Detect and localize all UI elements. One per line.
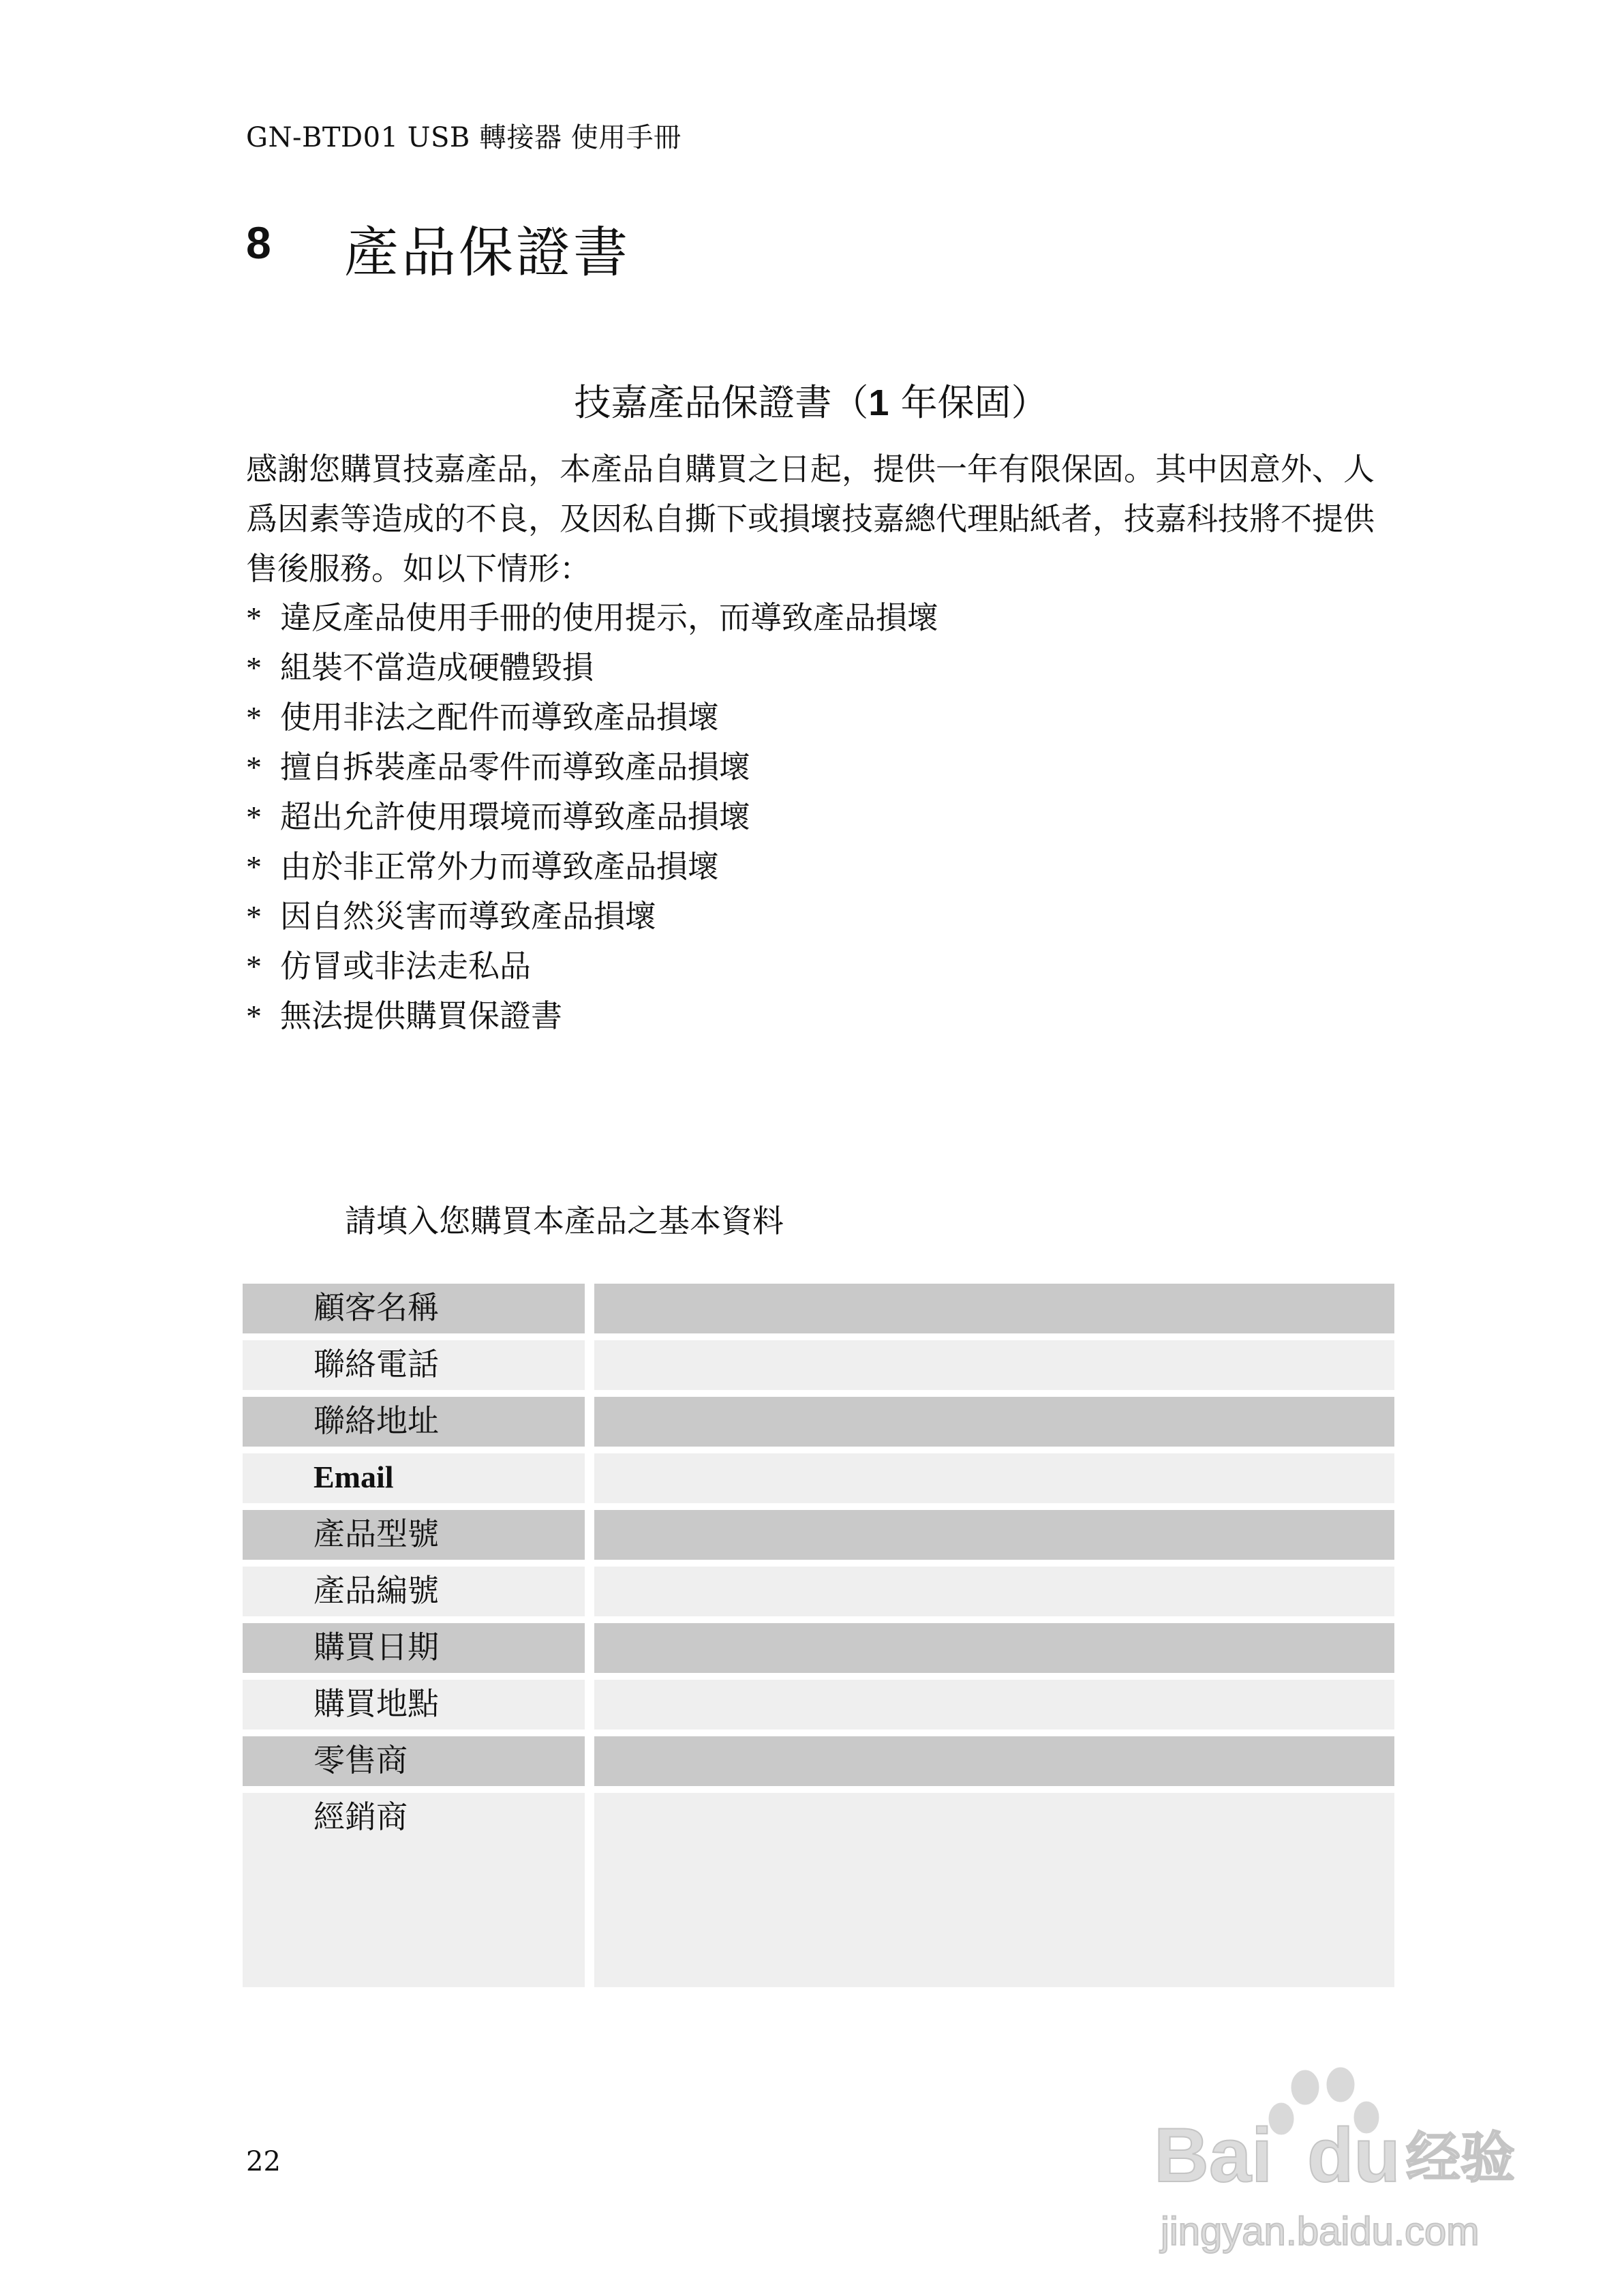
warranty-intro: 感謝您購買技嘉產品，本產品自購買之日起，提供一年有限保固。其中因意外、人爲因素等造成的不良，及因私自撕下或損壞技嘉總代理貼紙者，技嘉科技將不提供售後服務。如以下情形： (246, 451, 1375, 587)
exclusion-text: 違反產品使用手冊的使用提示，而導致產品損壞 (280, 599, 938, 636)
bullet-marker: * (246, 899, 262, 934)
watermark-url: jingyan.baidu.com (1161, 2209, 1480, 2254)
exclusion-item (246, 693, 938, 742)
bullet-marker: * (246, 601, 262, 635)
phone-field[interactable] (594, 1340, 1394, 1390)
field-label: 購買地點 (243, 1680, 585, 1729)
purchase-date-field[interactable] (594, 1623, 1394, 1673)
field-label: 經銷商 (243, 1793, 585, 1987)
bullet-marker: * (246, 750, 262, 785)
exclusion-item (246, 842, 938, 892)
form-instruction: 請填入您購買本產品之基本資料 (345, 1203, 784, 1239)
bullet-marker: * (246, 800, 262, 834)
watermark-tag: 经验 (1406, 2126, 1515, 2190)
model-field[interactable] (594, 1510, 1394, 1560)
exclusion-text: 超出允許使用環境而導致產品損壞 (280, 798, 750, 835)
form-row-purchase-place (243, 1680, 1394, 1729)
form-row-retailer (243, 1736, 1394, 1786)
warranty-title-prefix: 技嘉產品保證書（ (574, 381, 869, 424)
form-row-distributor (243, 1793, 1394, 1987)
watermark-brand: Bai (1154, 2113, 1273, 2198)
form-row-customer-name (243, 1284, 1394, 1333)
bullet-marker: * (246, 999, 262, 1033)
bullet-marker: * (246, 700, 262, 735)
chapter-number: 8 (246, 217, 271, 268)
form-row-email (243, 1453, 1394, 1503)
customer-info-form (243, 1284, 1394, 1987)
exclusion-item (246, 892, 938, 941)
exclusion-item (246, 593, 938, 643)
form-row-serial (243, 1567, 1394, 1616)
form-row-address (243, 1397, 1394, 1447)
warranty-title (0, 374, 1622, 426)
bullet-marker: * (246, 949, 262, 984)
exclusion-text: 組裝不當造成硬體毀損 (280, 649, 594, 686)
email-field[interactable] (594, 1453, 1394, 1503)
exclusion-text: 仿冒或非法走私品 (280, 948, 531, 984)
exclusion-text: 因自然災害而導致產品損壞 (280, 898, 656, 935)
form-row-phone (243, 1340, 1394, 1390)
watermark-brand-du: du (1307, 2113, 1401, 2198)
chapter-title: 產品保證書 (344, 221, 630, 284)
customer-name-field[interactable] (594, 1284, 1394, 1333)
warranty-title-year: 1 (868, 382, 889, 423)
exclusion-item (246, 742, 938, 792)
exclusion-text: 使用非法之配件而導致產品損壞 (280, 699, 719, 736)
exclusion-text: 由於非正常外力而導致產品損壞 (280, 848, 719, 885)
exclusion-item (246, 941, 938, 991)
exclusion-item (246, 991, 938, 1041)
address-field[interactable] (594, 1397, 1394, 1447)
form-row-purchase-date (243, 1623, 1394, 1673)
page-number: 22 (246, 2146, 281, 2177)
distributor-field[interactable] (594, 1793, 1394, 1987)
field-label: 產品編號 (243, 1567, 585, 1616)
serial-field[interactable] (594, 1567, 1394, 1616)
field-label: 聯絡地址 (243, 1397, 585, 1447)
purchase-place-field[interactable] (594, 1680, 1394, 1729)
field-label: 顧客名稱 (243, 1284, 585, 1333)
exclusion-list (246, 593, 938, 1041)
bullet-marker: * (246, 849, 262, 884)
retailer-field[interactable] (594, 1736, 1394, 1786)
field-label: Email (243, 1453, 585, 1503)
bullet-marker: * (246, 650, 262, 685)
warranty-title-suffix: 年保固） (889, 381, 1048, 424)
form-row-model (243, 1510, 1394, 1560)
field-label: 零售商 (243, 1736, 585, 1786)
field-label: 產品型號 (243, 1510, 585, 1560)
baidu-jingyan-watermark (1147, 2064, 1529, 2262)
exclusion-text: 擅自拆裝產品零件而導致產品損壞 (280, 749, 750, 785)
field-label: 聯絡電話 (243, 1340, 585, 1390)
exclusion-text: 無法提供購買保證書 (280, 997, 562, 1034)
field-label: 購買日期 (243, 1623, 585, 1673)
exclusion-item (246, 792, 938, 842)
exclusion-item (246, 643, 938, 693)
running-header: GN-BTD01 USB 轉接器 使用手冊 (246, 122, 682, 153)
